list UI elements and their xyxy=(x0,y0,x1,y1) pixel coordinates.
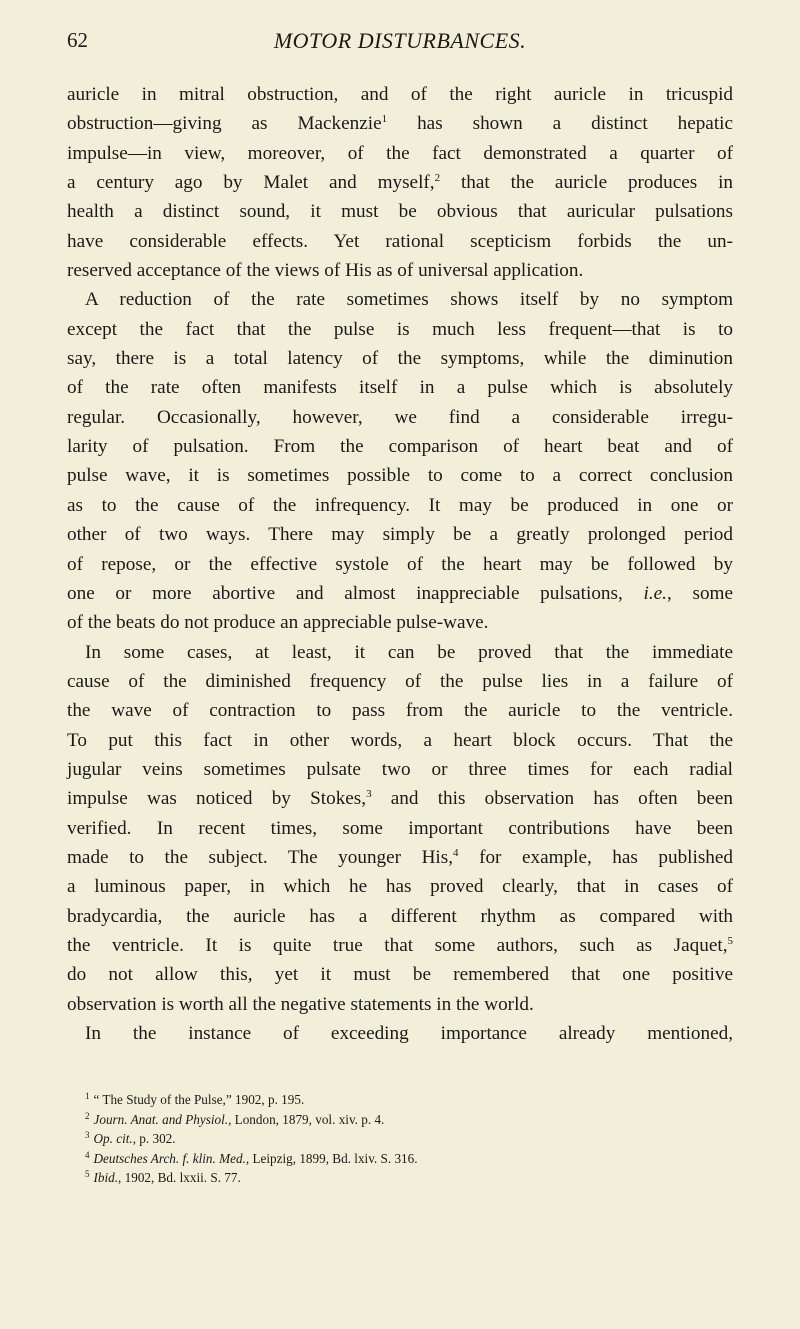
text-line: except the fact that the pulse is much less frequent—that is to xyxy=(67,318,733,340)
text-line: of the rate often manifests itself in a pulse which is absolutely xyxy=(67,377,733,399)
footnote: $^3$ Op. cit., p. 302. xyxy=(85,1130,176,1147)
text-line: say, there is a total latency of the symptoms, while the diminution xyxy=(67,348,733,370)
footnote: $^1$ “ The Study of the Pulse,” 1902, p. 195. xyxy=(85,1091,305,1107)
page-header xyxy=(0,28,800,62)
text-line: impulse—in view, moreover, of the fact demonstrated a quarter of xyxy=(67,142,733,164)
footnote: $^4$ Deutsches Arch. f. klin. Med., Leipzig, 1899, Bd. lxiv. S. 316. xyxy=(85,1149,418,1166)
footnote-ref: 2 xyxy=(434,172,441,185)
footnote: $^5$ Ibid., 1902, Bd. lxxii. S. 77. xyxy=(85,1169,241,1186)
text-line: obstruction—giving as Mackenzie$^1$ has shown a distinct hepatic xyxy=(67,113,734,135)
footnote: $^2$ Journ. Anat. and Physiol., London, 1879, vol. xiv. p. 4. xyxy=(85,1110,385,1127)
text-line: regular. Occasionally, however, we find a considerable irregu- xyxy=(67,406,733,428)
text-line: other of two ways. There may simply be a greatly prolonged period xyxy=(67,524,733,546)
text-line: cause of the diminished frequency of the pulse lies in a failure of xyxy=(67,670,733,692)
text-line: of repose, or the effective systole of the heart may be followed by xyxy=(67,553,733,575)
footnote-ref: 5 xyxy=(727,934,733,947)
text-line: observation is worth all the negative statements in the world. xyxy=(67,993,534,1015)
text-line: as to the cause of the infrequency. It may be produced in one or xyxy=(67,494,733,516)
text-line: reserved acceptance of the views of His as of universal application. xyxy=(67,260,584,282)
footnote-ref: 1 xyxy=(381,113,388,126)
text-line: a century ago by Malet and myself,$^2$ that the auricle produces in xyxy=(67,172,733,194)
text-line: larity of pulsation. From the comparison of heart beat and of xyxy=(67,436,733,458)
text-line: pulse wave, it is sometimes possible to come to a correct conclusion xyxy=(67,465,733,487)
text-line: In the instance of exceeding importance already mentioned, xyxy=(85,1023,733,1044)
text-line: auricle in mitral obstruction, and of the right auricle in tricuspid xyxy=(67,84,733,105)
text-line: impulse was noticed by Stokes,$^3$ and this observation has often been xyxy=(67,788,734,810)
body-text xyxy=(67,80,733,1048)
footnote-ref: 4 xyxy=(453,846,459,859)
footnote-ref: 3 xyxy=(366,788,372,801)
text-line: a luminous paper, in which he has proved clearly, that in cases of xyxy=(67,876,733,898)
footnotes xyxy=(67,1090,733,1188)
text-line: do not allow this, yet it must be remembered that one positive xyxy=(67,964,733,986)
text-line: To put this fact in other words, a heart block occurs. That the xyxy=(67,729,733,751)
text-line: one or more abortive and almost inappreciable pulsations, i.e., some xyxy=(67,582,733,604)
text-line: In some cases, at least, it can be proved that the immediate xyxy=(85,641,733,663)
text-line: bradycardia, the auricle has a different rhythm as compared with xyxy=(67,905,733,927)
text-line: made to the subject. The younger His,$^4$ for example, has published xyxy=(67,846,734,868)
text-line: of the beats do not produce an appreciable pulse-wave. xyxy=(67,612,489,634)
page-number: 62 xyxy=(67,28,88,52)
running-title: MOTOR DISTURBANCES. xyxy=(273,28,527,53)
text-line: the ventricle. It is quite true that some authors, such as Jaquet,$^5$ xyxy=(67,934,733,956)
text-line: jugular veins sometimes pulsate two or three times for each radial xyxy=(67,758,733,780)
text-line: have considerable effects. Yet rational scepticism forbids the un- xyxy=(67,230,733,252)
text-line: A reduction of the rate sometimes shows itself by no symptom xyxy=(85,289,733,311)
text-line: health a distinct sound, it must be obvious that auricular pulsations xyxy=(67,201,733,223)
text-line: verified. In recent times, some important contributions have been xyxy=(67,817,733,839)
text-line: the wave of contraction to pass from the auricle to the ventricle. xyxy=(67,700,733,722)
